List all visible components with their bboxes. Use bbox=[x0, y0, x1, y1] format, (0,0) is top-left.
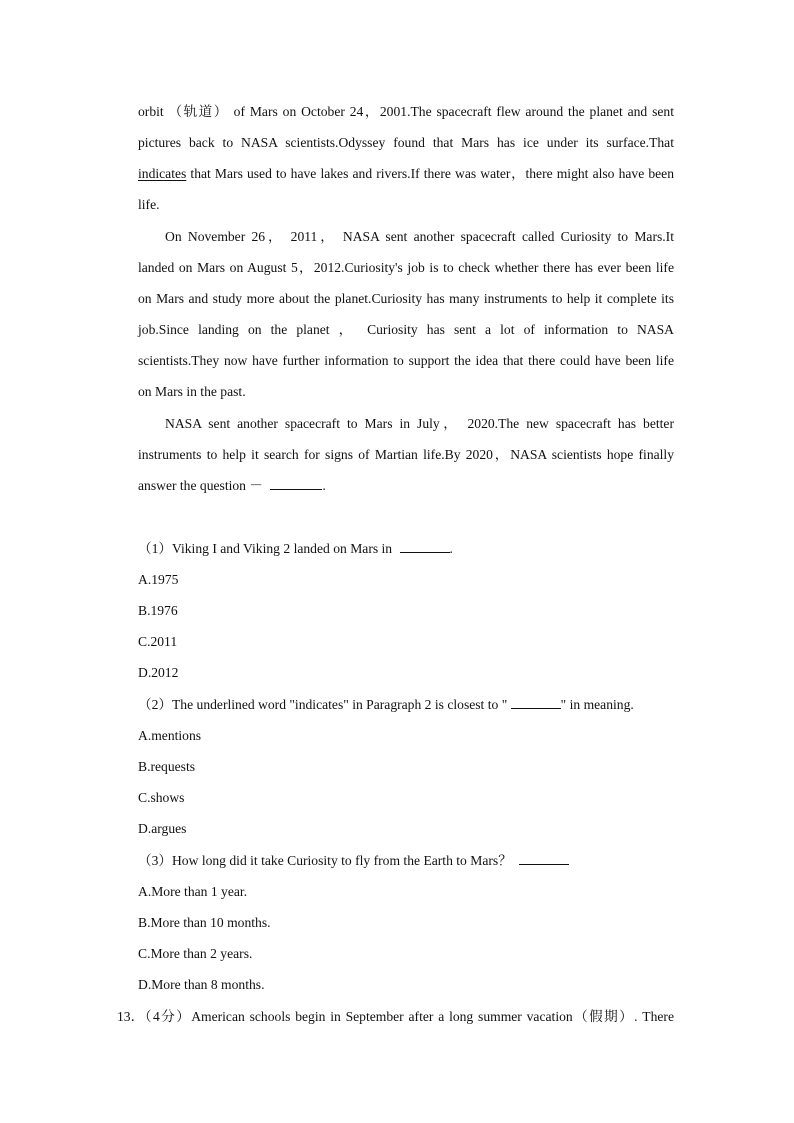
passage-line: job.Since landing on the planet ， Curiosity has sent a lot of information to NASA bbox=[138, 322, 674, 337]
question-stem bbox=[138, 539, 674, 559]
option-d[interactable]: D.2012 bbox=[138, 665, 179, 680]
passage-line: on Mars and study more about the planet.Curiosity has many instruments to help it complete its bbox=[138, 291, 674, 306]
question-text: （2）The underlined word "indicates" in Paragraph 2 is closest to " bbox=[138, 697, 511, 712]
passage-line: scientists.They now have further information to support the idea that there could have been life bbox=[138, 353, 674, 368]
option-b[interactable]: B.1976 bbox=[138, 603, 178, 618]
option-c[interactable]: C.shows bbox=[138, 790, 185, 805]
passage-line: life. bbox=[138, 197, 160, 212]
passage-text: that Mars used to have lakes and rivers.If there was water，there might also have been bbox=[186, 166, 674, 181]
passage-line: pictures back to NASA scientists.Odyssey found that Mars has ice under its surface.That bbox=[138, 135, 674, 150]
question-text: （1）Viking I and Viking 2 landed on Mars in bbox=[138, 541, 396, 556]
option-c[interactable]: C.2011 bbox=[138, 634, 178, 649]
question-stem bbox=[138, 695, 674, 715]
question-text: （3）How long did it take Curiosity to fly from the Earth to Mars？ bbox=[138, 853, 516, 868]
question-stem: （4分）American schools begin in September after a long summer vacation（假期）. There bbox=[138, 1009, 674, 1024]
passage-text: answer the question － bbox=[138, 478, 267, 493]
answer-blank[interactable] bbox=[400, 540, 450, 553]
answer-blank[interactable] bbox=[519, 852, 569, 865]
underlined-word: indicates bbox=[138, 166, 187, 181]
passage-line: orbit （轨道） of Mars on October 24，2001.The spacecraft flew around the planet and sent bbox=[138, 104, 674, 119]
question-text: " in meaning. bbox=[560, 697, 634, 712]
question-text: . bbox=[449, 541, 453, 556]
passage-line: answer the question － . bbox=[138, 478, 326, 493]
option-c[interactable]: C.More than 2 years. bbox=[138, 946, 253, 961]
passage-line: NASA sent another spacecraft to Mars in July， 2020.The new spacecraft has better bbox=[165, 416, 674, 431]
answer-blank[interactable] bbox=[511, 696, 561, 709]
passage-line: On November 26， 2011， NASA sent another spacecraft called Curiosity to Mars.It bbox=[165, 229, 674, 244]
option-b[interactable]: B.More than 10 months. bbox=[138, 915, 271, 930]
passage-line: landed on Mars on August 5，2012.Curiosity's job is to check whether there has ever been life bbox=[138, 260, 674, 275]
answer-blank[interactable] bbox=[270, 477, 322, 490]
option-a[interactable]: A.1975 bbox=[138, 572, 179, 587]
option-d[interactable]: D.argues bbox=[138, 821, 187, 836]
option-a[interactable]: A.mentions bbox=[138, 728, 202, 743]
option-d[interactable]: D.More than 8 months. bbox=[138, 977, 265, 992]
passage-line bbox=[138, 164, 674, 184]
option-b[interactable]: B.requests bbox=[138, 759, 196, 774]
question-stem bbox=[138, 851, 674, 871]
option-a[interactable]: A.More than 1 year. bbox=[138, 884, 248, 899]
passage-line: instruments to help it search for signs of Martian life.By 2020，NASA scientists hope finally bbox=[138, 447, 674, 462]
question-number: 13． bbox=[117, 1009, 145, 1024]
passage-line: on Mars in the past. bbox=[138, 384, 246, 399]
